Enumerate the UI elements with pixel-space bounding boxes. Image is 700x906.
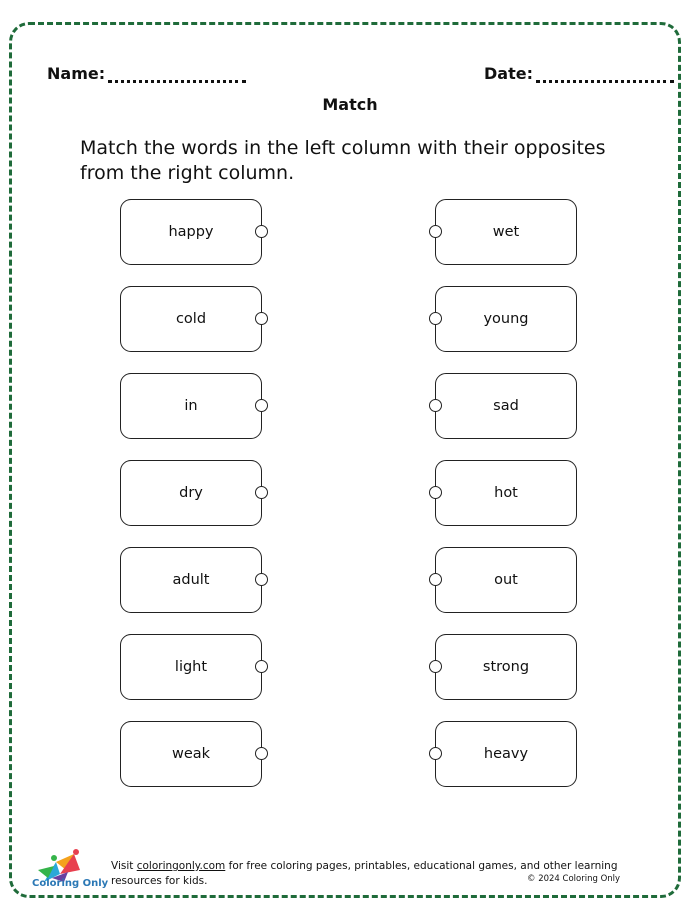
left-word: in <box>184 398 198 414</box>
right-word-box[interactable] <box>435 721 577 787</box>
date-dotted-line <box>536 66 674 83</box>
footer-text-before: Visit <box>111 860 137 872</box>
right-word: wet <box>492 224 520 240</box>
connector-dot[interactable] <box>255 312 268 325</box>
name-field <box>47 64 246 83</box>
name-dotted-line <box>108 66 246 83</box>
right-word: strong <box>482 659 530 675</box>
connector-dot[interactable] <box>255 573 268 586</box>
connector-dot[interactable] <box>429 225 442 238</box>
coloringonly-link[interactable]: coloringonly.com <box>136 860 226 872</box>
right-word: young <box>483 311 529 327</box>
right-word: hot <box>494 485 518 501</box>
right-word-box[interactable] <box>435 286 577 352</box>
left-word: dry <box>179 485 203 501</box>
left-word: weak <box>171 746 211 762</box>
connector-dot[interactable] <box>255 399 268 412</box>
connector-dot[interactable] <box>255 660 268 673</box>
date-field <box>484 64 674 83</box>
connector-dot[interactable] <box>429 312 442 325</box>
right-word-box[interactable] <box>435 373 577 439</box>
right-word-box[interactable] <box>435 460 577 526</box>
instructions: Match the words in the left column with their opposites from the right column. <box>80 137 606 184</box>
connector-dot[interactable] <box>255 225 268 238</box>
left-word-box[interactable] <box>120 199 262 265</box>
copyright-text: © 2024 Coloring Only <box>527 874 621 884</box>
connector-dot[interactable] <box>429 486 442 499</box>
left-word-box[interactable] <box>120 547 262 613</box>
right-word-box[interactable] <box>435 634 577 700</box>
right-word: sad <box>493 398 519 414</box>
right-word: heavy <box>483 746 529 762</box>
connector-dot[interactable] <box>429 747 442 760</box>
right-word-box[interactable] <box>435 547 577 613</box>
connector-dot[interactable] <box>429 660 442 673</box>
connector-dot[interactable] <box>429 399 442 412</box>
left-word: light <box>174 659 208 675</box>
footer-text-after: for free coloring pages, printables, educational games, and other learning resources for kids. <box>111 860 618 887</box>
name-label: Name: <box>47 64 106 83</box>
left-word: cold <box>175 311 207 327</box>
left-word-box[interactable] <box>120 373 262 439</box>
left-word: happy <box>168 224 214 240</box>
left-word-box[interactable] <box>120 460 262 526</box>
logo-text: Coloring Only <box>32 878 109 889</box>
worksheet-title: Match <box>322 95 378 114</box>
date-label: Date: <box>484 64 533 83</box>
right-word: out <box>494 572 518 588</box>
left-word-box[interactable] <box>120 634 262 700</box>
connector-dot[interactable] <box>255 747 268 760</box>
connector-dot[interactable] <box>429 573 442 586</box>
right-word-box[interactable] <box>435 199 577 265</box>
left-word-box[interactable] <box>120 721 262 787</box>
left-word-box[interactable] <box>120 286 262 352</box>
connector-dot[interactable] <box>255 486 268 499</box>
left-word: adult <box>172 572 210 588</box>
